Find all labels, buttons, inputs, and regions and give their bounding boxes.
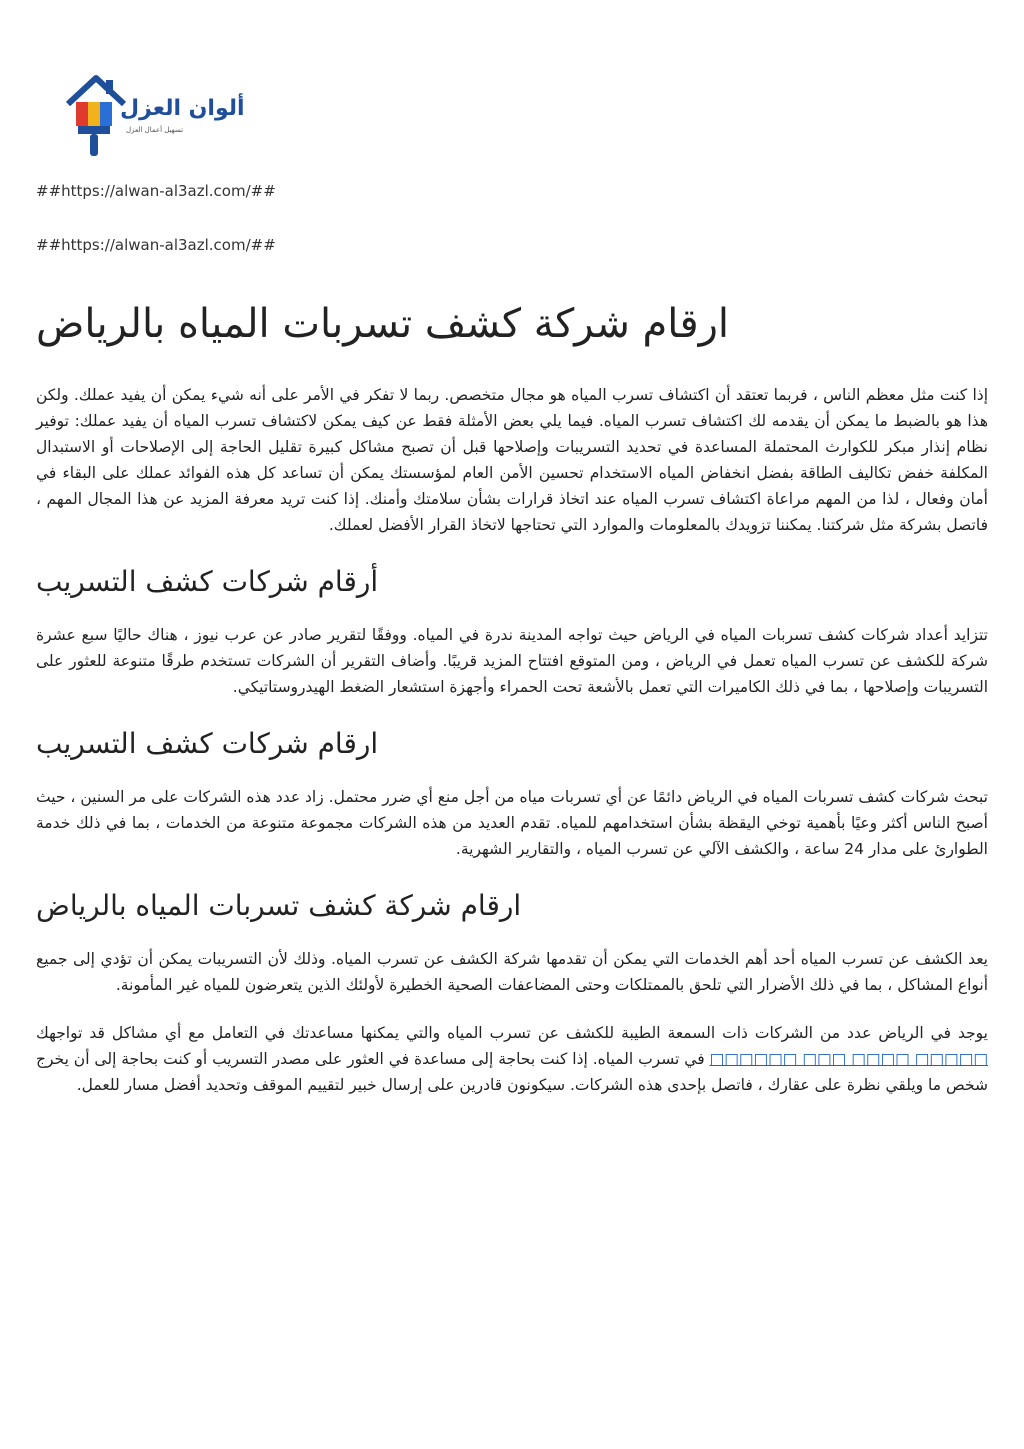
article [36, 292, 988, 1120]
section-paragraph: تتزايد أعداد شركات كشف تسربات المياه في الرياض حيث تواجه المدينة ندرة في المياه. ووفقًا لتقرير صادر عن عرب نيوز ، هناك حاليًا سبع عشرة شركة للكشف عن تسرب المياه تعمل في الرياض ، ومن المتوقع افتتاح المزيد قريبًا. وأضاف التقرير أن الشركات تستخدم طرقًا متنوعة للعثور على التسريبات وإصلاحها ، بما في ذلك الكاميرات التي تعمل بالأشعة تحت الحمراء وأجهزة استشعار الضغط الهيدروستاتيكي. [36, 626, 988, 696]
section-heading: أرقام شركات كشف التسريب [36, 565, 379, 598]
house-brush-icon [66, 70, 126, 160]
section-2 [36, 722, 988, 862]
logo-name: ألوان العزل [120, 96, 245, 121]
section-heading: ارقام شركات كشف التسريب [36, 727, 379, 760]
site-url-1[interactable]: ##https://alwan-al3azl.com/## [36, 182, 276, 200]
page-title: ارقام شركة كشف تسربات المياه بالرياض [36, 301, 730, 347]
section-paragraph: تبحث شركات كشف تسربات المياه في الرياض دائمًا عن أي تسربات مياه من أجل منع أي ضرر محتمل. زاد عدد هذه الشركات على مر السنين ، حيث أصبح الناس أكثر وعيًا بأهمية توخي اليقظة بشأن استخدامهم للمياه. تقدم العديد من هذه الشركات مجموعة متنوعة من الخدمات ، بما في ذلك خدمة الطوارئ على مدار 24 ساعة ، والكشف الآلي عن تسرب المياه ، والتقارير الشهرية. [36, 788, 988, 858]
logo-tagline: تسهيل أعمال العزل [126, 126, 184, 134]
closing-paragraph [36, 1020, 988, 1098]
site-url-2[interactable]: ##https://alwan-al3azl.com/## [36, 236, 276, 254]
section-paragraph: يعد الكشف عن تسرب المياه أحد أهم الخدمات التي يمكن أن تقدمها شركة الكشف عن تسرب المياه. وذلك لأن التسريبات يمكن أن تؤدي إلى جميع أنواع المشاكل ، بما في ذلك الأضرار التي تلحق بالممتلكات وحتى المضاعفات الصحية الخطيرة لأولئك الذين يتعرضون للمياه غير المأمونة. [36, 950, 988, 994]
section-heading: ارقام شركة كشف تسربات المياه بالرياض [36, 889, 522, 922]
closing-text-end: في تسرب المياه. إذا كنت بحاجة إلى مساعدة في العثور على مصدر التسريب أو كنت بحاجة إلى أن يخرج شخص ما ويلقي نظرة على عقارك ، فاتصل بإحدى هذه الشركات. سيكونون قادرين على إرسال خبير لتقييم الموقف وتحديد أفضل مسار للعمل. [36, 1050, 988, 1094]
section-3 [36, 884, 988, 1098]
section-1 [36, 560, 988, 700]
closing-text-start: يوجد في الرياض عدد من الشركات ذات السمعة الطيبة للكشف عن تسرب المياه والتي يمكنها مساعدتك في التعامل مع أي مشاكل قد تواجهك [36, 1024, 988, 1042]
company-link[interactable]: □□□□□ □□□□ □□□ □□□□□□ [709, 1050, 988, 1068]
intro-paragraph: إذا كنت مثل معظم الناس ، فربما تعتقد أن اكتشاف تسرب المياه هو مجال متخصص. ربما لا تفكر في الأمر على أنه شيء يمكن أن يفيد عملك. ولكن هذا هو بالضبط ما يمكن أن يقدمه لك اكتشاف تسرب المياه. فيما يلي بعض الأمثلة فقط عن كيف يمكن لاكتشاف تسرب المياه أن يفيد عملك: توفير نظام إنذار مبكر للكوارث المحتملة المساعدة في تحديد التسريبات وإصلاحها قبل أن تصبح مشاكل كبيرة تقليل الحاجة إلى الإصلاحات أو الاستبدال المكلفة خفض تكاليف الطاقة بفضل انخفاض المياه الاستخدام تحسين الأمن العام لمؤسستك يمكن أن تساعد كل هذه الفوائد عملك على البقاء في أمان وفعال ، لذا من المهم مراعاة اكتشاف تسرب المياه عند اتخاذ قرارات بشأن سلامتك وأمنك. إذا كنت تريد معرفة المزيد عن هذا المجال المهم ، فاتصل بشركة مثل شركتنا. يمكننا تزويدك بالمعلومات والموارد التي تحتاجها لاتخاذ القرار الأفضل لعملك. [36, 386, 988, 534]
